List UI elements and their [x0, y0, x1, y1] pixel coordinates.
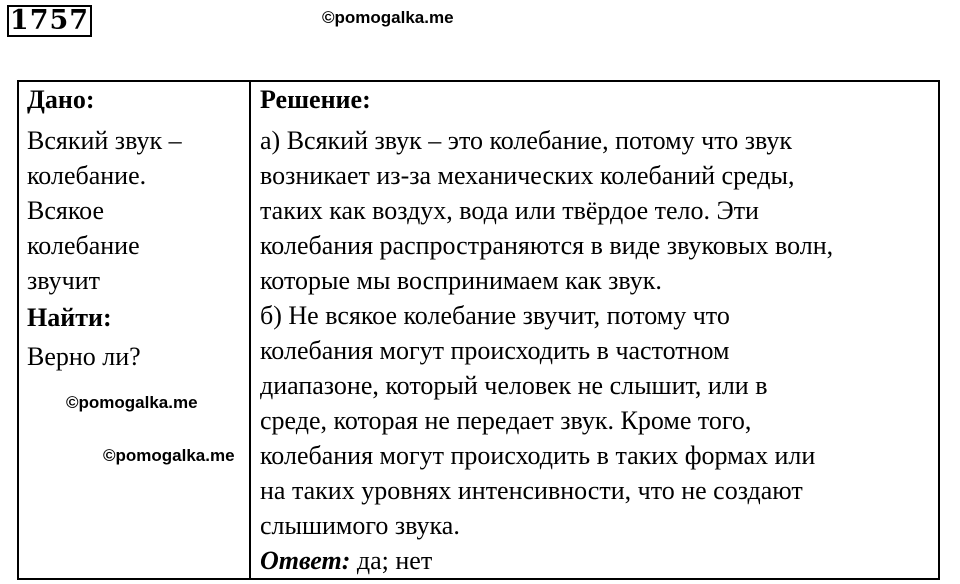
solution-line: колебания могут происходить в таких формах или	[260, 441, 816, 470]
find-text: Верно ли?	[27, 342, 141, 371]
solution-line: слышимого звука.	[260, 511, 460, 540]
watermark: ©pomogalka.me	[66, 393, 198, 412]
given-text	[27, 123, 242, 298]
solution-table	[17, 80, 940, 580]
solution-line: возникает из-за механических колебаний среды,	[260, 161, 795, 190]
answer-label: Ответ:	[260, 546, 351, 575]
answer-text: да; нет	[350, 546, 433, 575]
given-line: колебание.	[27, 161, 147, 190]
watermark: ©pomogalka.me	[322, 8, 454, 27]
solution-line: а) Всякий звук – это колебание, потому что звук	[260, 126, 793, 155]
watermark: ©pomogalka.me	[103, 446, 235, 465]
task-number: 1757	[7, 5, 92, 37]
solution-line: на таких уровнях интенсивности, что не создают	[260, 476, 803, 505]
answer-line	[260, 543, 940, 578]
find-heading: Найти:	[27, 303, 112, 332]
solution-line: диапазоне, который человек не слышит, или в	[260, 371, 768, 400]
given-line: Всякий звук –	[27, 126, 182, 155]
column-divider	[249, 82, 251, 578]
given-line: Всякое	[27, 196, 105, 225]
given-heading: Дано:	[27, 85, 95, 114]
solution-heading: Решение:	[260, 85, 371, 114]
given-line: звучит	[27, 266, 101, 295]
solution-column	[260, 82, 940, 578]
solution-line: б) Не всякое колебание звучит, потому что	[260, 301, 730, 330]
solution-line: среде, которая не передает звук. Кроме того,	[260, 406, 752, 435]
given-column	[27, 82, 242, 374]
solution-line: колебания могут происходить в частотном	[260, 336, 730, 365]
solution-line: которые мы воспринимаем как звук.	[260, 266, 662, 295]
solution-line: таких как воздух, вода или твёрдое тело. Эти	[260, 196, 759, 225]
solution-line: колебания распространяются в виде звуковых волн,	[260, 231, 834, 260]
given-line: колебание	[27, 231, 140, 260]
